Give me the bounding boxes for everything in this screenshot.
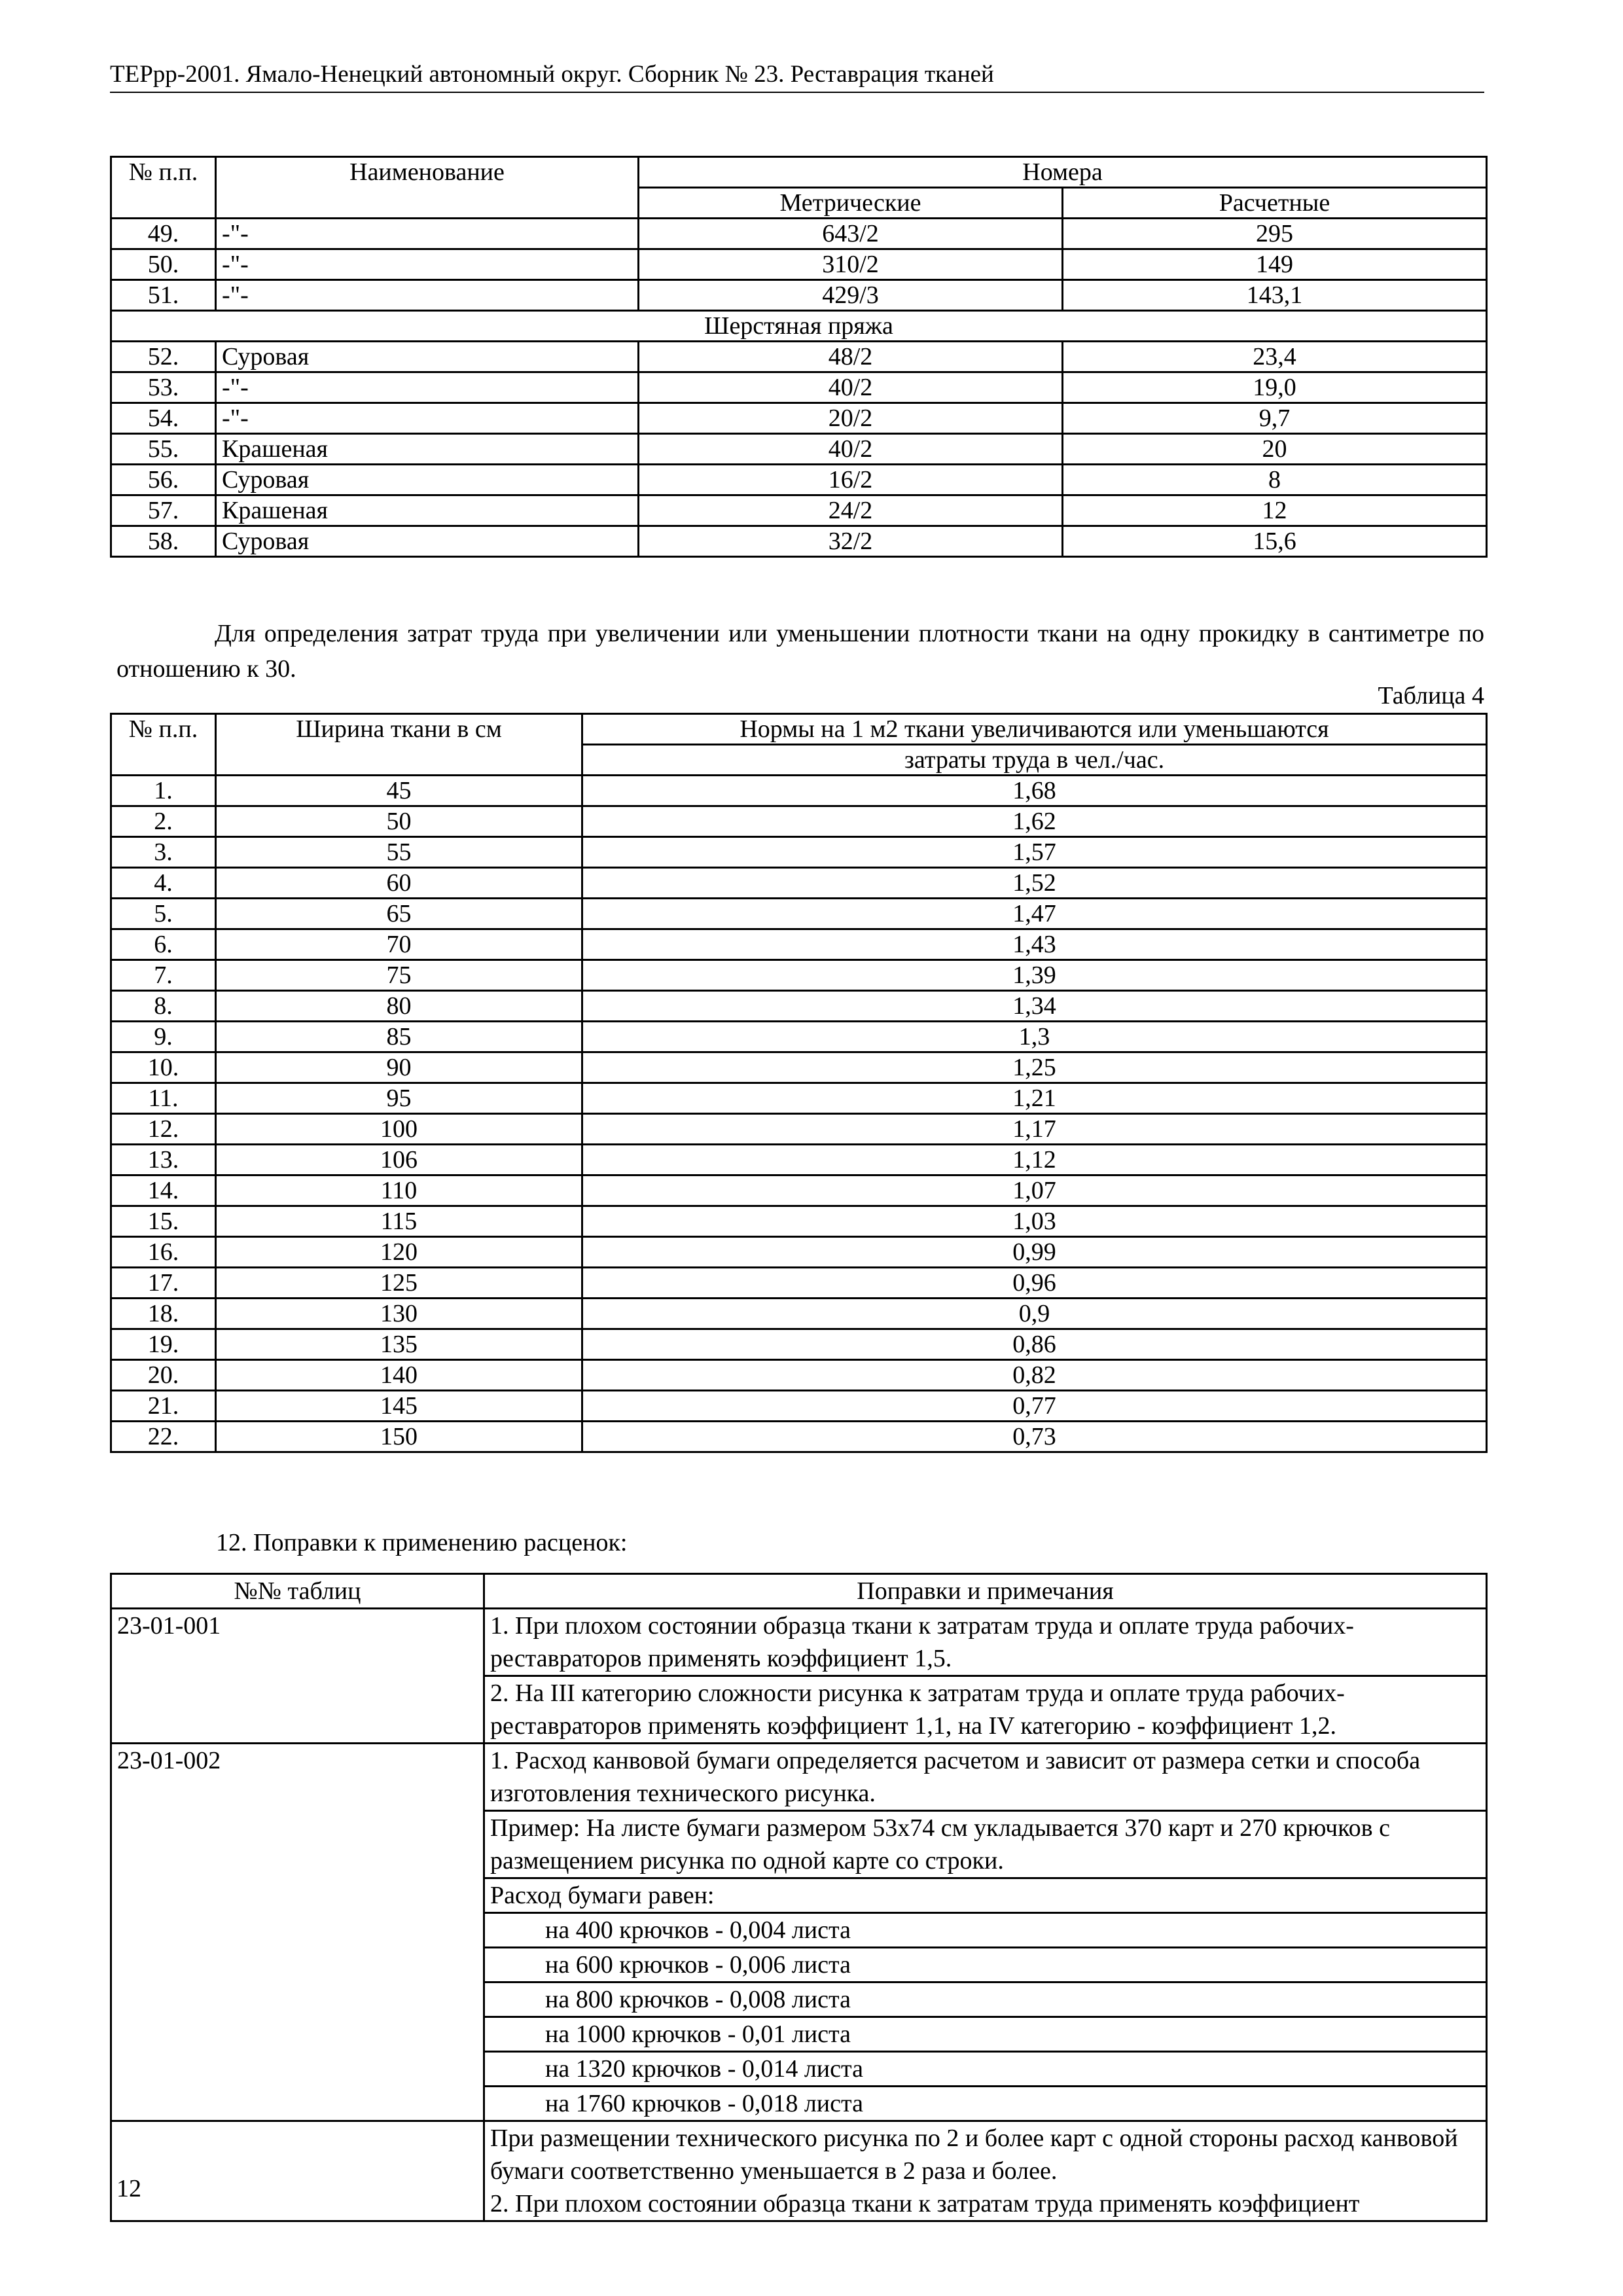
row-width: 95 bbox=[216, 1083, 582, 1114]
row-number: 21. bbox=[111, 1391, 216, 1422]
row-number: 58. bbox=[111, 526, 216, 557]
consumption-row: на 800 крючков - 0,008 листа bbox=[484, 1982, 1487, 2017]
row-width: 90 bbox=[216, 1052, 582, 1083]
row-width: 60 bbox=[216, 868, 582, 899]
row-number: 5. bbox=[111, 899, 216, 929]
table-row bbox=[111, 526, 1487, 557]
row-number: 7. bbox=[111, 960, 216, 991]
table-row bbox=[111, 1329, 1487, 1360]
section-row-wool-yarn: Шерстяная пряжа bbox=[111, 311, 1487, 342]
row-calculated: 149 bbox=[1063, 249, 1487, 280]
yarn-numbers-table bbox=[110, 156, 1488, 558]
row-calculated: 23,4 bbox=[1063, 342, 1487, 372]
col-header-metric: Метрические bbox=[639, 188, 1063, 219]
row-norm: 0,9 bbox=[582, 1299, 1487, 1329]
table-row bbox=[111, 434, 1487, 465]
row-calculated: 15,6 bbox=[1063, 526, 1487, 557]
corrections-table bbox=[110, 1573, 1488, 2222]
row-norm: 1,3 bbox=[582, 1022, 1487, 1052]
col-header-norms: Нормы на 1 м2 ткани увеличиваются или уменьшаются bbox=[582, 714, 1487, 745]
table-code: 23-01-002 bbox=[111, 1744, 484, 2121]
row-name: Суровая bbox=[216, 526, 639, 557]
table-row bbox=[111, 1268, 1487, 1299]
row-norm: 1,68 bbox=[582, 776, 1487, 806]
row-number: 8. bbox=[111, 991, 216, 1022]
col-header-numbers: Номера bbox=[639, 157, 1487, 188]
row-norm: 0,73 bbox=[582, 1422, 1487, 1452]
col-header-name: Наименование bbox=[216, 157, 639, 219]
row-calculated: 19,0 bbox=[1063, 372, 1487, 403]
consumption-row: на 400 крючков - 0,004 листа bbox=[484, 1913, 1487, 1948]
row-number: 52. bbox=[111, 342, 216, 372]
row-metric: 643/2 bbox=[639, 219, 1063, 249]
row-number: 1. bbox=[111, 776, 216, 806]
table-row bbox=[111, 776, 1487, 806]
col-header-width: Ширина ткани в см bbox=[216, 714, 582, 776]
row-name: Суровая bbox=[216, 465, 639, 495]
row-norm: 1,21 bbox=[582, 1083, 1487, 1114]
col-header-tables: №№ таблиц bbox=[111, 1574, 484, 1609]
row-width: 55 bbox=[216, 837, 582, 868]
row-number: 18. bbox=[111, 1299, 216, 1329]
row-width: 110 bbox=[216, 1175, 582, 1206]
row-number: 17. bbox=[111, 1268, 216, 1299]
table-row bbox=[111, 219, 1487, 249]
table-row bbox=[111, 1114, 1487, 1145]
row-number: 22. bbox=[111, 1422, 216, 1452]
table-row bbox=[111, 465, 1487, 495]
table-row bbox=[111, 1299, 1487, 1329]
row-name: -"- bbox=[216, 372, 639, 403]
col-header-number: № п.п. bbox=[111, 714, 216, 776]
row-calculated: 295 bbox=[1063, 219, 1487, 249]
table-row bbox=[111, 1145, 1487, 1175]
table-row bbox=[111, 1237, 1487, 1268]
row-calculated: 9,7 bbox=[1063, 403, 1487, 434]
note-text: 2. При плохом состоянии образца ткани к затратам труда применять коэффициент bbox=[490, 2190, 1360, 2217]
table-row bbox=[111, 837, 1487, 868]
table-row bbox=[111, 1022, 1487, 1052]
row-norm: 1,12 bbox=[582, 1145, 1487, 1175]
row-width: 145 bbox=[216, 1391, 582, 1422]
note-cell: 1. При плохом состоянии образца ткани к затратам труда и оплате труда рабочих-реставраторов применять коэффициент 1,5. bbox=[484, 1609, 1487, 1676]
row-number: 54. bbox=[111, 403, 216, 434]
row-width: 100 bbox=[216, 1114, 582, 1145]
row-norm: 1,43 bbox=[582, 929, 1487, 960]
row-metric: 16/2 bbox=[639, 465, 1063, 495]
row-norm: 1,34 bbox=[582, 991, 1487, 1022]
row-name: Крашеная bbox=[216, 495, 639, 526]
table-row bbox=[111, 1083, 1487, 1114]
row-number: 12. bbox=[111, 1114, 216, 1145]
row-number: 19. bbox=[111, 1329, 216, 1360]
row-number: 11. bbox=[111, 1083, 216, 1114]
row-number: 9. bbox=[111, 1022, 216, 1052]
row-number: 6. bbox=[111, 929, 216, 960]
table-row bbox=[111, 1052, 1487, 1083]
consumption-row: на 1760 крючков - 0,018 листа bbox=[484, 2087, 1487, 2121]
row-metric: 40/2 bbox=[639, 372, 1063, 403]
row-norm: 0,82 bbox=[582, 1360, 1487, 1391]
row-norm: 0,77 bbox=[582, 1391, 1487, 1422]
row-width: 45 bbox=[216, 776, 582, 806]
note-cell: Расход бумаги равен: bbox=[484, 1878, 1487, 1913]
table-row bbox=[111, 868, 1487, 899]
row-name: -"- bbox=[216, 219, 639, 249]
note-cell: Пример: На листе бумаги размером 53х74 см укладывается 370 карт и 270 крючков с размещением рисунка по одной карте со строки. bbox=[484, 1811, 1487, 1878]
row-number: 50. bbox=[111, 249, 216, 280]
row-norm: 1,07 bbox=[582, 1175, 1487, 1206]
row-number: 53. bbox=[111, 372, 216, 403]
col-header-calculated: Расчетные bbox=[1063, 188, 1487, 219]
table-row bbox=[111, 1175, 1487, 1206]
row-number: 49. bbox=[111, 219, 216, 249]
row-width: 150 bbox=[216, 1422, 582, 1452]
row-number: 55. bbox=[111, 434, 216, 465]
row-width: 125 bbox=[216, 1268, 582, 1299]
row-width: 140 bbox=[216, 1360, 582, 1391]
row-norm: 1,25 bbox=[582, 1052, 1487, 1083]
table-code-empty bbox=[111, 2121, 484, 2221]
row-metric: 24/2 bbox=[639, 495, 1063, 526]
table-row bbox=[111, 495, 1487, 526]
row-name: -"- bbox=[216, 249, 639, 280]
row-width: 130 bbox=[216, 1299, 582, 1329]
table-row bbox=[111, 991, 1487, 1022]
row-width: 106 bbox=[216, 1145, 582, 1175]
row-number: 15. bbox=[111, 1206, 216, 1237]
table-row bbox=[111, 929, 1487, 960]
row-name: -"- bbox=[216, 403, 639, 434]
row-metric: 310/2 bbox=[639, 249, 1063, 280]
row-calculated: 12 bbox=[1063, 495, 1487, 526]
consumption-row: на 600 крючков - 0,006 листа bbox=[484, 1948, 1487, 1982]
row-calculated: 8 bbox=[1063, 465, 1487, 495]
note-cell bbox=[484, 2121, 1487, 2221]
row-width: 65 bbox=[216, 899, 582, 929]
row-number: 14. bbox=[111, 1175, 216, 1206]
row-norm: 0,96 bbox=[582, 1268, 1487, 1299]
table4-caption: Таблица 4 bbox=[1378, 682, 1484, 709]
row-number: 56. bbox=[111, 465, 216, 495]
row-number: 13. bbox=[111, 1145, 216, 1175]
row-metric: 429/3 bbox=[639, 280, 1063, 311]
row-width: 135 bbox=[216, 1329, 582, 1360]
row-width: 115 bbox=[216, 1206, 582, 1237]
table-row bbox=[111, 1206, 1487, 1237]
row-norm: 0,99 bbox=[582, 1237, 1487, 1268]
row-width: 50 bbox=[216, 806, 582, 837]
row-metric: 20/2 bbox=[639, 403, 1063, 434]
intro-paragraph: Для определения затрат труда при увеличении или уменьшении плотности ткани на одну прокидку в сантиметре по отношению к 30. bbox=[116, 620, 1484, 683]
col-header-number: № п.п. bbox=[111, 157, 216, 219]
row-calculated: 143,1 bbox=[1063, 280, 1487, 311]
table-row bbox=[111, 1391, 1487, 1422]
table-row bbox=[111, 372, 1487, 403]
row-norm: 1,57 bbox=[582, 837, 1487, 868]
table-code: 23-01-001 bbox=[111, 1609, 484, 1744]
row-norm: 1,39 bbox=[582, 960, 1487, 991]
width-norms-table bbox=[110, 713, 1488, 1453]
section-12-title: 12. Поправки к применению расценок: bbox=[216, 1529, 628, 1556]
col-header-norms-unit: затраты труда в чел./час. bbox=[582, 745, 1487, 776]
note-text: При размещении технического рисунка по 2 и более карт с одной стороны расход канвовой бумаги соответственно уменьшается в 2 раза и более. bbox=[490, 2125, 1458, 2185]
row-norm: 1,52 bbox=[582, 868, 1487, 899]
row-metric: 40/2 bbox=[639, 434, 1063, 465]
page-header: ТЕРрр-2001. Ямало-Ненецкий автономный округ. Сборник № 23. Реставрация тканей bbox=[110, 58, 1484, 93]
row-number: 3. bbox=[111, 837, 216, 868]
table-row bbox=[111, 806, 1487, 837]
row-width: 120 bbox=[216, 1237, 582, 1268]
row-number: 2. bbox=[111, 806, 216, 837]
table-row bbox=[111, 960, 1487, 991]
table-row bbox=[111, 1360, 1487, 1391]
note-cell: 2. На III категорию сложности рисунка к затратам труда и оплате труда рабочих-реставраторов применять коэффициент 1,1, на IV категорию - коэффициент 1,2. bbox=[484, 1676, 1487, 1744]
table-row bbox=[111, 249, 1487, 280]
row-number: 10. bbox=[111, 1052, 216, 1083]
row-name: Суровая bbox=[216, 342, 639, 372]
row-norm: 1,03 bbox=[582, 1206, 1487, 1237]
row-number: 4. bbox=[111, 868, 216, 899]
row-width: 75 bbox=[216, 960, 582, 991]
page-number: 12 bbox=[116, 2175, 141, 2202]
row-norm: 1,17 bbox=[582, 1114, 1487, 1145]
row-name: Крашеная bbox=[216, 434, 639, 465]
col-header-notes: Поправки и примечания bbox=[484, 1574, 1487, 1609]
table-row bbox=[111, 403, 1487, 434]
table-row bbox=[111, 899, 1487, 929]
row-calculated: 20 bbox=[1063, 434, 1487, 465]
row-metric: 32/2 bbox=[639, 526, 1063, 557]
note-cell: 1. Расход канвовой бумаги определяется расчетом и зависит от размера сетки и способа изготовления технического рисунка. bbox=[484, 1744, 1487, 1811]
row-width: 70 bbox=[216, 929, 582, 960]
row-norm: 0,86 bbox=[582, 1329, 1487, 1360]
row-norm: 1,62 bbox=[582, 806, 1487, 837]
consumption-row: на 1000 крючков - 0,01 листа bbox=[484, 2017, 1487, 2052]
row-width: 80 bbox=[216, 991, 582, 1022]
consumption-row: на 1320 крючков - 0,014 листа bbox=[484, 2052, 1487, 2087]
row-number: 51. bbox=[111, 280, 216, 311]
row-number: 20. bbox=[111, 1360, 216, 1391]
table-row bbox=[111, 280, 1487, 311]
row-width: 85 bbox=[216, 1022, 582, 1052]
table-row bbox=[111, 342, 1487, 372]
row-number: 57. bbox=[111, 495, 216, 526]
row-number: 16. bbox=[111, 1237, 216, 1268]
row-metric: 48/2 bbox=[639, 342, 1063, 372]
table-row bbox=[111, 1422, 1487, 1452]
row-norm: 1,47 bbox=[582, 899, 1487, 929]
row-name: -"- bbox=[216, 280, 639, 311]
